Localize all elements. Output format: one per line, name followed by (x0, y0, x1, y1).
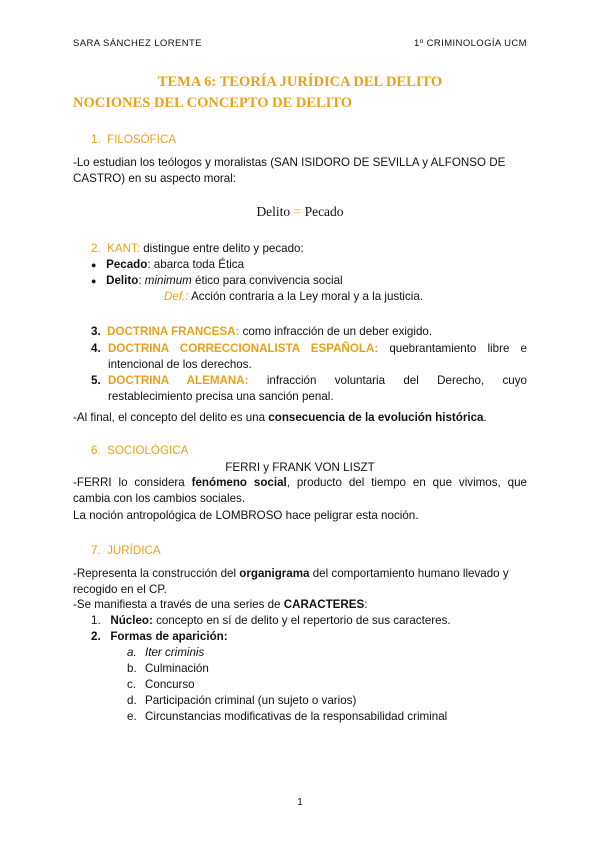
bullet-icon: ● (91, 276, 97, 286)
s5-line1 (108, 374, 527, 388)
sub-text: Culminación (145, 662, 209, 675)
s4-heading: DOCTRINA CORRECCIONALISTA ESPAÑOLA: (108, 342, 379, 355)
s5-heading: DOCTRINA ALEMANA: (108, 374, 249, 387)
s2-heading: KANT: (107, 242, 140, 255)
s5-num: 5. (91, 374, 101, 387)
s7-i2-num: 2. (91, 630, 101, 643)
sub-letter: c. (127, 678, 137, 691)
s5-text1: infracción voluntaria del Derecho, cuyo (266, 374, 527, 387)
s1-heading: FILOSÓFICA (107, 133, 177, 146)
s7-p3-post: : (364, 598, 368, 611)
s2-definition (164, 290, 423, 304)
s1-paragraph-line2: CASTRO) en su aspecto moral: (73, 172, 237, 185)
s5-num-col (91, 374, 101, 388)
s2-b2-italic: minimum (144, 274, 192, 287)
s7-p1-bold: organigrama (239, 567, 310, 580)
s7-p1-pre: -Representa la construcción del (73, 567, 240, 580)
conclusion-pre: -Al final, el concepto del delito es una (73, 411, 269, 424)
sub-letter: d. (127, 694, 137, 707)
def-label: Def.: (164, 290, 189, 303)
s7-sub-a-text (145, 646, 204, 660)
s2-b2-bold: Delito (106, 274, 139, 287)
sub-text: Participación criminal (un sujeto o varios) (145, 694, 357, 707)
s6-p1-post: , producto del tiempo en que vivimos, que (286, 476, 527, 489)
s7-p1-post: del comportamiento humano llevado y (309, 567, 509, 580)
s7-heading-row (91, 544, 161, 558)
equation-sign: = (293, 204, 302, 219)
s6-authors: FERRI y FRANK VON LISZT (225, 461, 375, 474)
s3-heading: DOCTRINA FRANCESA: (107, 325, 240, 338)
sub-letter: a. (127, 646, 137, 659)
s2-row (91, 242, 304, 256)
sub-text: Circunstancias modificativas de la responsabilidad criminal (145, 710, 448, 723)
s3-text: como infracción de un deber exigido. (239, 325, 433, 338)
header-author: SARA SÁNCHEZ LORENTE (73, 38, 202, 49)
s6-heading-row (91, 444, 188, 458)
def-text: Acción contraria a la Ley moral y a la justicia. (188, 290, 424, 303)
equation (0, 204, 600, 220)
s7-heading: JURÍDICA (107, 544, 161, 557)
title-line2: NOCIONES DEL CONCEPTO DE DELITO (73, 95, 353, 111)
s7-paragraph-line1 (73, 567, 509, 581)
s6-heading: SOCIOLÓGICA (107, 444, 189, 457)
page-number: 1 (297, 797, 303, 808)
s1-heading-row (91, 133, 176, 147)
equation-right: Pecado (304, 204, 344, 219)
title-line1: TEMA 6: TEORÍA JURÍDICA DEL DELITO (157, 74, 443, 90)
sub-letter: b. (127, 662, 137, 675)
s7-item2 (91, 630, 228, 644)
s7-i1-text: concepto en sí de delito y el repertorio de sus caracteres. (152, 614, 451, 627)
s1-num: 1. (91, 133, 101, 146)
s7-item1 (91, 614, 451, 628)
s7-sub-a (127, 646, 137, 660)
conclusion-post: . (483, 411, 487, 424)
s7-paragraph-line3 (73, 598, 368, 612)
s2-num: 2. (91, 242, 101, 255)
s6-p1-pre: -FERRI lo considera (73, 476, 185, 489)
s6-paragraph-line2: cambia con los cambios sociales. (73, 492, 246, 505)
s6-paragraph-line1 (73, 476, 527, 490)
s6-p1-bold: fenómeno social (191, 476, 287, 489)
s3-num: 3. (91, 325, 101, 338)
bullet-icon: ● (91, 260, 97, 270)
s2-b1-text: : abarca toda Ética (147, 258, 245, 271)
header-course: 1º CRIMINOLOGÍA UCM (414, 38, 527, 49)
s6-num: 6. (91, 444, 101, 457)
s2-b1-bold: Pecado (106, 258, 148, 271)
s2-bullet1 (91, 258, 244, 272)
s7-p3-pre: -Se manifiesta a través de una series de (73, 598, 284, 611)
conclusion (73, 411, 487, 425)
s2-b2-text: ético para convivencia social (191, 274, 343, 287)
s4-text1: quebrantamiento libre e (389, 342, 527, 355)
s4-text2: intencional de los derechos. (108, 358, 252, 371)
s7-i1-bold: Núcleo: (110, 614, 153, 627)
sub-letter: e. (127, 710, 137, 723)
s3-row (91, 325, 432, 339)
s5-text2: restablecimiento precisa una sanción penal. (108, 390, 334, 403)
s7-i2-bold: Formas de aparición: (110, 630, 228, 643)
s6-paragraph-line3: La noción antropológica de LOMBROSO hace peligrar esta noción. (73, 509, 419, 522)
sub-text: Concurso (145, 678, 195, 691)
s2-bullet2 (91, 274, 343, 288)
s7-num: 7. (91, 544, 101, 557)
s7-i1-num: 1. (91, 614, 101, 627)
s4-num: 4. (91, 342, 101, 355)
s4-line1 (108, 342, 527, 356)
s1-paragraph-line1: -Lo estudian los teólogos y moralistas (SAN ISIDORO DE SEVILLA y ALFONSO DE (73, 156, 506, 169)
s7-paragraph-line2: recogido en el CP. (73, 583, 167, 596)
sub-text: Iter criminis (145, 646, 205, 659)
conclusion-bold: consecuencia de la evolución histórica (268, 411, 484, 424)
equation-left: Delito (256, 204, 291, 219)
s7-p3-bold: CARACTERES (283, 598, 365, 611)
s2-b2-mid: : (138, 274, 145, 287)
s4-num-col (91, 342, 101, 356)
s2-text: distingue entre delito y pecado: (139, 242, 304, 255)
